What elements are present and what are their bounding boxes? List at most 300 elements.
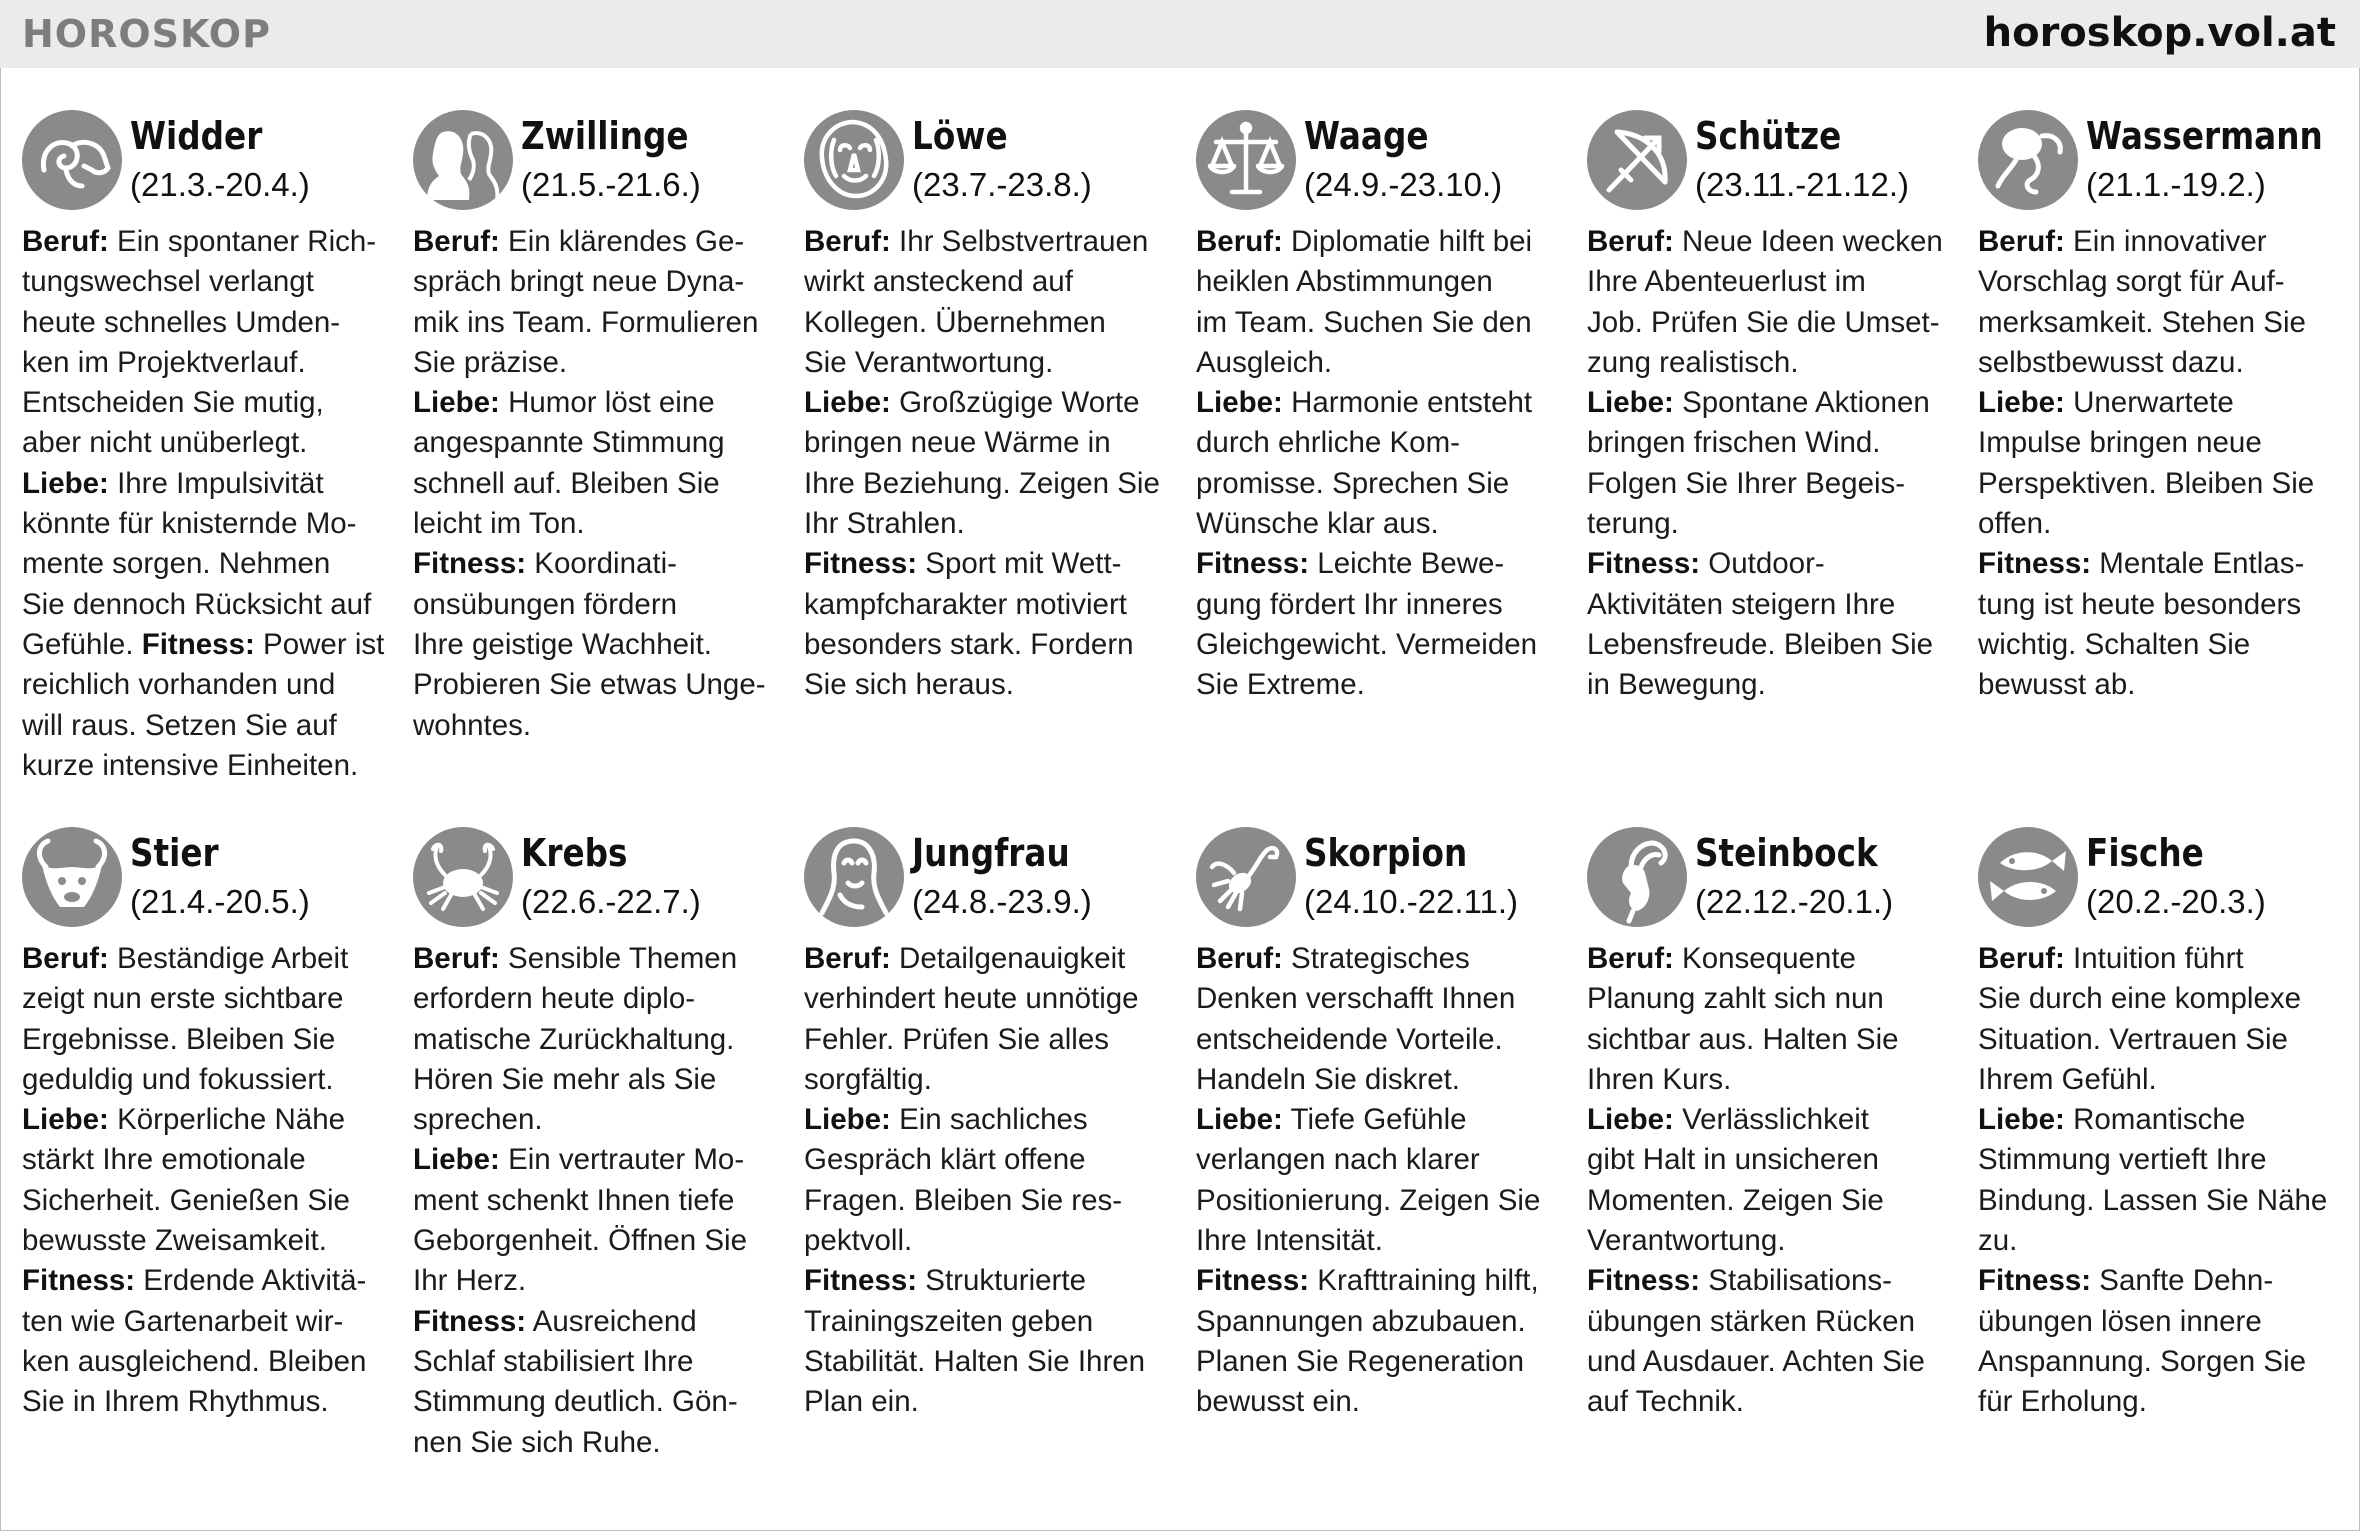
text-line — [22, 1140, 394, 1180]
text-line — [804, 1382, 1176, 1422]
text-segment: Denken verschafft Ihnen — [1196, 982, 1516, 1016]
text-segment: Entscheiden Sie mutig, — [22, 386, 324, 420]
sign-dates: (21.1.-19.2.) — [2086, 166, 2266, 203]
text-segment: nen Sie sich Ruhe. — [413, 1425, 661, 1459]
text-line — [1587, 383, 1959, 423]
text-segment: Unerwartete — [2064, 386, 2234, 420]
twins-icon — [413, 110, 513, 210]
sign-name: Stier — [130, 831, 219, 875]
sign-header — [22, 827, 394, 939]
text-line — [804, 464, 1176, 504]
text-line — [22, 1221, 394, 1261]
text-segment: mente sorgen. Nehmen — [22, 547, 331, 581]
text-line — [1196, 1100, 1568, 1140]
text-line — [1587, 1261, 1959, 1301]
text-line — [1587, 1060, 1959, 1100]
text-segment: Stabilisations- — [1700, 1264, 1892, 1298]
category-label: Fitness: — [804, 547, 918, 581]
sign-header — [413, 110, 785, 222]
text-line — [1196, 1060, 1568, 1100]
sign-name: Wassermann — [2086, 114, 2323, 158]
virgin-icon — [804, 827, 904, 927]
text-segment: Perspektiven. Bleiben Sie — [1978, 466, 2315, 500]
text-segment: Plan ein. — [804, 1385, 919, 1419]
text-line — [1196, 585, 1568, 625]
text-segment: offen. — [1978, 507, 2052, 541]
text-line — [413, 303, 785, 343]
text-segment: in Bewegung. — [1587, 668, 1766, 702]
water-bearer-icon — [1978, 110, 2078, 210]
text-line — [1978, 1261, 2350, 1301]
text-line — [413, 423, 785, 463]
text-segment: Romantische — [2064, 1103, 2246, 1137]
text-segment: Spannungen abzubauen. — [1196, 1304, 1526, 1338]
text-segment: Impulse bringen neue — [1978, 426, 2262, 460]
text-line — [22, 625, 394, 665]
text-segment: Sie in Ihrem Rhythmus. — [22, 1385, 329, 1419]
text-segment: bewusste Zweisamkeit. — [22, 1224, 327, 1258]
text-line — [1978, 343, 2350, 383]
sign-header — [1587, 827, 1959, 939]
text-line — [1587, 1020, 1959, 1060]
text-line — [413, 1140, 785, 1180]
text-line — [1196, 625, 1568, 665]
category-label: Beruf: — [22, 942, 109, 975]
category-label: Liebe: — [22, 1103, 109, 1137]
text-line — [1587, 262, 1959, 302]
sign-text — [1978, 222, 2350, 706]
text-segment: Sanfte Dehn- — [2091, 1264, 2274, 1298]
text-segment: Ausgleich. — [1196, 345, 1333, 379]
text-segment: Ergebnisse. Bleiben Sie — [22, 1022, 336, 1056]
text-segment: onsübungen fördern — [413, 587, 678, 621]
text-segment: Sie dennoch Rücksicht auf — [22, 587, 372, 621]
text-segment: Leichte Bewe- — [1309, 547, 1505, 581]
text-segment: stärkt Ihre emotionale — [22, 1143, 306, 1177]
text-line — [804, 979, 1176, 1019]
text-segment: Konsequente — [1673, 942, 1856, 975]
text-line — [413, 939, 785, 979]
text-segment: mik ins Team. Formulieren — [413, 305, 759, 339]
text-segment: bewusst ein. — [1196, 1385, 1360, 1419]
text-segment: angespannte Stimmung — [413, 426, 725, 460]
text-segment: zeigt nun erste sichtbare — [22, 982, 344, 1016]
text-line — [1978, 1100, 2350, 1140]
text-line — [1587, 665, 1959, 705]
category-label: Fitness: — [413, 1304, 527, 1338]
text-segment: Sie präzise. — [413, 345, 568, 379]
text-line — [1196, 1342, 1568, 1382]
text-line — [1587, 222, 1959, 262]
text-segment: Ihr Strahlen. — [804, 507, 965, 541]
text-line — [804, 423, 1176, 463]
text-line — [413, 665, 785, 705]
text-line — [1978, 979, 2350, 1019]
text-line — [1196, 222, 1568, 262]
text-line — [413, 1342, 785, 1382]
sign-wassermann — [1978, 110, 2350, 706]
text-segment: Sicherheit. Genießen Sie — [22, 1183, 350, 1217]
text-line — [1978, 262, 2350, 302]
text-segment: Sensible Themen — [499, 942, 738, 975]
text-line — [1587, 303, 1959, 343]
text-segment: Fragen. Bleiben Sie res- — [804, 1183, 1123, 1217]
sign-text — [1587, 222, 1959, 706]
text-segment: erfordern heute diplo- — [413, 982, 696, 1016]
text-segment: für Erholung. — [1978, 1385, 2147, 1419]
sign-dates: (21.3.-20.4.) — [130, 166, 310, 203]
text-line — [1196, 1302, 1568, 1342]
sign-waage — [1196, 110, 1568, 706]
category-label: Beruf: — [804, 225, 891, 258]
text-line — [1587, 343, 1959, 383]
text-segment: Diplomatie hilft bei — [1282, 225, 1533, 258]
sign-dates: (21.5.-21.6.) — [521, 166, 701, 203]
text-line — [413, 1060, 785, 1100]
category-label: Beruf: — [413, 942, 500, 975]
text-line — [1196, 504, 1568, 544]
text-segment: Strategisches — [1282, 942, 1470, 975]
category-label: Liebe: — [804, 1103, 891, 1137]
text-segment: Sie sich heraus. — [804, 668, 1014, 702]
text-segment: übungen lösen innere — [1978, 1304, 2262, 1338]
category-label: Liebe: — [22, 466, 109, 500]
text-segment: Ihrem Gefühl. — [1978, 1062, 2157, 1096]
text-segment: Sie Verantwortung. — [804, 345, 1054, 379]
sign-name: Skorpion — [1304, 831, 1468, 875]
text-line — [413, 1423, 785, 1463]
sign-name: Krebs — [521, 831, 628, 875]
text-segment: Job. Prüfen Sie die Umset- — [1587, 305, 1940, 339]
category-label: Fitness: — [1196, 547, 1310, 581]
text-line — [22, 544, 394, 584]
category-label: Liebe: — [1978, 386, 2065, 420]
text-line — [413, 1100, 785, 1140]
text-line — [804, 544, 1176, 584]
text-line — [804, 939, 1176, 979]
text-line — [804, 1020, 1176, 1060]
category-label: Liebe: — [413, 1143, 500, 1177]
category-label: Fitness: — [1978, 1264, 2092, 1298]
text-segment: Detailgenauigkeit — [890, 942, 1126, 975]
sign-text — [413, 222, 785, 746]
text-segment: Geborgenheit. Öffnen Sie — [413, 1224, 748, 1258]
text-line — [1587, 1382, 1959, 1422]
text-segment: Situation. Vertrauen Sie — [1978, 1022, 2288, 1056]
text-line — [22, 1060, 394, 1100]
text-line — [804, 625, 1176, 665]
text-segment: ken ausgleichend. Bleiben — [22, 1344, 367, 1378]
text-segment: heiklen Abstimmungen — [1196, 265, 1493, 299]
text-line — [413, 464, 785, 504]
text-line — [1587, 1302, 1959, 1342]
category-label: Beruf: — [1978, 942, 2065, 975]
text-segment: sichtbar aus. Halten Sie — [1587, 1022, 1899, 1056]
text-line — [804, 1181, 1176, 1221]
text-line — [22, 303, 394, 343]
text-segment: ken im Projektverlauf. — [22, 345, 306, 379]
text-line — [1196, 464, 1568, 504]
text-line — [1978, 464, 2350, 504]
text-segment: Stimmung vertieft Ihre — [1978, 1143, 2267, 1177]
text-line — [22, 464, 394, 504]
text-segment: merksamkeit. Stehen Sie — [1978, 305, 2306, 339]
text-line — [22, 1342, 394, 1382]
sign-name: Fische — [2086, 831, 2204, 875]
text-segment: entscheidende Vorteile. — [1196, 1022, 1503, 1056]
text-segment: Power ist — [254, 627, 385, 661]
text-line — [1196, 383, 1568, 423]
category-label: Beruf: — [22, 225, 109, 258]
text-segment: Ein innovativer — [2064, 225, 2267, 258]
text-segment: terung. — [1587, 507, 1679, 541]
text-line — [1587, 1140, 1959, 1180]
text-segment: wichtig. Schalten Sie — [1978, 627, 2251, 661]
text-segment: bringen neue Wärme in — [804, 426, 1111, 460]
text-segment: Positionierung. Zeigen Sie — [1196, 1183, 1541, 1217]
text-line — [22, 504, 394, 544]
text-segment: Ihre Intensität. — [1196, 1224, 1383, 1258]
text-line — [804, 1221, 1176, 1261]
text-segment: Sie Extreme. — [1196, 668, 1365, 702]
text-segment: Kollegen. Übernehmen — [804, 305, 1106, 339]
text-segment: will raus. Setzen Sie auf — [22, 708, 337, 742]
sign-text — [22, 939, 394, 1423]
text-line — [413, 1020, 785, 1060]
text-line — [1978, 1020, 2350, 1060]
goat-icon — [1587, 827, 1687, 927]
text-line — [413, 504, 785, 544]
text-line — [22, 665, 394, 705]
text-line — [1587, 1181, 1959, 1221]
text-segment: aber nicht unüberlegt. — [22, 426, 308, 460]
text-line — [1587, 1100, 1959, 1140]
text-line — [1587, 464, 1959, 504]
text-line — [413, 343, 785, 383]
sign-dates: (23.11.-21.12.) — [1695, 166, 1910, 203]
text-line — [804, 1060, 1176, 1100]
text-segment: Krafttraining hilft, — [1309, 1264, 1539, 1298]
text-line — [22, 423, 394, 463]
text-line — [22, 1181, 394, 1221]
fish-icon — [1978, 827, 2078, 927]
sign-dates: (23.7.-23.8.) — [912, 166, 1092, 203]
text-line — [22, 939, 394, 979]
text-segment: Harmonie entsteht — [1282, 386, 1533, 420]
text-segment: Fehler. Prüfen Sie alles — [804, 1022, 1109, 1056]
text-segment: Ein sachliches — [890, 1103, 1088, 1137]
text-line — [413, 585, 785, 625]
text-line — [804, 1140, 1176, 1180]
text-segment: Lebensfreude. Bleiben Sie — [1587, 627, 1934, 661]
text-segment: Ein klärendes Ge- — [499, 225, 745, 258]
category-label: Beruf: — [1978, 225, 2065, 258]
sign-text — [1587, 939, 1959, 1423]
category-label: Liebe: — [1587, 1103, 1674, 1137]
text-segment: Anspannung. Sorgen Sie — [1978, 1344, 2307, 1378]
text-line — [22, 1100, 394, 1140]
text-line — [1978, 423, 2350, 463]
sign-dates: (20.2.-20.3.) — [2086, 883, 2266, 920]
text-segment: ten wie Gartenarbeit wir- — [22, 1304, 344, 1338]
sign-text — [804, 939, 1176, 1423]
text-line — [22, 1382, 394, 1422]
text-line — [1196, 1020, 1568, 1060]
text-line — [1196, 303, 1568, 343]
text-line — [1587, 544, 1959, 584]
text-line — [22, 706, 394, 746]
category-label: Fitness: — [141, 627, 255, 661]
text-segment: Ihr Selbstvertrauen — [890, 225, 1149, 258]
sign-header — [1587, 110, 1959, 222]
text-segment: Beständige Arbeit — [108, 942, 349, 975]
text-segment: sprechen. — [413, 1103, 543, 1137]
sign-skorpion — [1196, 827, 1568, 1423]
category-label: Beruf: — [804, 942, 891, 975]
lion-icon — [804, 110, 904, 210]
text-line — [1978, 585, 2350, 625]
sign-header — [413, 827, 785, 939]
text-segment: wohntes. — [413, 708, 532, 742]
text-line — [413, 1302, 785, 1342]
text-segment: Sport mit Wett- — [917, 547, 1122, 581]
sign-krebs — [413, 827, 785, 1463]
sign-dates: (21.4.-20.5.) — [130, 883, 310, 920]
text-segment: Ihre Impulsivität — [108, 466, 324, 500]
text-segment: leicht im Ton. — [413, 507, 585, 541]
sign-dates: (22.12.-20.1.) — [1695, 883, 1894, 920]
text-line — [22, 222, 394, 262]
sign-schtze — [1587, 110, 1959, 706]
text-segment: Vorschlag sorgt für Auf- — [1978, 265, 2285, 299]
text-segment: Ein vertrauter Mo- — [499, 1143, 745, 1177]
text-segment: Outdoor- — [1700, 547, 1825, 581]
text-segment: pektvoll. — [804, 1224, 913, 1258]
sign-stier — [22, 827, 394, 1423]
text-line — [413, 706, 785, 746]
text-segment: Erdende Aktivitä- — [135, 1264, 367, 1298]
text-line — [1978, 1302, 2350, 1342]
text-line — [22, 1020, 394, 1060]
text-line — [1587, 939, 1959, 979]
text-segment: selbstbewusst dazu. — [1978, 345, 2244, 379]
text-segment: Mentale Entlas- — [2091, 547, 2305, 581]
text-segment: spräch bringt neue Dyna- — [413, 265, 745, 299]
text-line — [804, 303, 1176, 343]
text-line — [804, 222, 1176, 262]
sign-text — [1196, 939, 1568, 1423]
text-line — [1196, 262, 1568, 302]
sign-name: Zwillinge — [521, 114, 689, 158]
text-line — [1196, 423, 1568, 463]
text-line — [413, 222, 785, 262]
text-line — [1196, 1382, 1568, 1422]
text-line — [1978, 939, 2350, 979]
ram-icon — [22, 110, 122, 210]
text-segment: Aktivitäten steigern Ihre — [1587, 587, 1896, 621]
text-segment: Verantwortung. — [1587, 1224, 1786, 1258]
text-line — [413, 1221, 785, 1261]
text-line — [1978, 383, 2350, 423]
text-segment: Gefühle. — [22, 627, 142, 661]
text-line — [1196, 665, 1568, 705]
text-line — [22, 262, 394, 302]
text-segment: besonders stark. Fordern — [804, 627, 1134, 661]
text-line — [1587, 979, 1959, 1019]
sign-dates: (24.9.-23.10.) — [1304, 166, 1503, 203]
text-segment: Trainingszeiten geben — [804, 1304, 1094, 1338]
text-segment: Verlässlichkeit — [1673, 1103, 1869, 1137]
text-segment: Intuition führt — [2064, 942, 2244, 975]
text-segment: Probieren Sie etwas Unge- — [413, 668, 766, 702]
sign-header — [22, 110, 394, 222]
text-segment: matische Zurückhaltung. — [413, 1022, 735, 1056]
text-line — [1978, 222, 2350, 262]
text-line — [413, 625, 785, 665]
text-line — [1978, 1382, 2350, 1422]
sign-dates: (24.8.-23.9.) — [912, 883, 1092, 920]
text-line — [804, 665, 1176, 705]
text-line — [22, 979, 394, 1019]
text-line — [804, 343, 1176, 383]
category-label: Liebe: — [413, 386, 500, 420]
text-segment: durch ehrliche Kom- — [1196, 426, 1460, 460]
text-segment: tungswechsel verlangt — [22, 265, 314, 299]
sign-fische — [1978, 827, 2350, 1423]
category-label: Fitness: — [1978, 547, 2092, 581]
site-url[interactable]: horoskop.vol.at — [1983, 10, 2336, 56]
text-segment: Spontane Aktionen — [1673, 386, 1930, 420]
text-segment: bringen frischen Wind. — [1587, 426, 1881, 460]
sign-header — [1978, 827, 2350, 939]
text-line — [804, 1342, 1176, 1382]
sign-widder — [22, 110, 394, 786]
text-segment: Bindung. Lassen Sie Nähe — [1978, 1183, 2328, 1217]
text-segment: Gleichgewicht. Vermeiden — [1196, 627, 1538, 661]
category-label: Fitness: — [22, 1264, 136, 1298]
category-label: Liebe: — [1196, 386, 1283, 420]
text-segment: übungen stärken Rücken — [1587, 1304, 1916, 1338]
text-segment: kurze intensive Einheiten. — [22, 748, 359, 782]
text-line — [22, 585, 394, 625]
text-segment: zung realistisch. — [1587, 345, 1799, 379]
category-label: Beruf: — [1196, 225, 1283, 258]
sign-text — [413, 939, 785, 1463]
category-label: Fitness: — [1587, 1264, 1701, 1298]
text-segment: Folgen Sie Ihrer Begeis- — [1587, 466, 1906, 500]
text-line — [1196, 979, 1568, 1019]
text-line — [22, 1261, 394, 1301]
text-segment: heute schnelles Umden- — [22, 305, 341, 339]
sign-name: Steinbock — [1695, 831, 1878, 875]
sign-zwillinge — [413, 110, 785, 746]
text-segment: Gespräch klärt offene — [804, 1143, 1086, 1177]
text-segment: schnell auf. Bleiben Sie — [413, 466, 720, 500]
text-segment: Stabilität. Halten Sie Ihren — [804, 1344, 1146, 1378]
text-line — [413, 544, 785, 584]
text-segment: Schlaf stabilisiert Ihre — [413, 1344, 694, 1378]
text-line — [804, 383, 1176, 423]
text-segment: Sie durch eine komplexe — [1978, 982, 2302, 1016]
text-line — [1587, 625, 1959, 665]
sign-dates: (24.10.-22.11.) — [1304, 883, 1519, 920]
text-line — [1587, 585, 1959, 625]
text-line — [1196, 1140, 1568, 1180]
text-line — [1978, 544, 2350, 584]
text-segment: Handeln Sie diskret. — [1196, 1062, 1461, 1096]
text-line — [804, 585, 1176, 625]
sign-name: Jungfrau — [912, 831, 1070, 875]
